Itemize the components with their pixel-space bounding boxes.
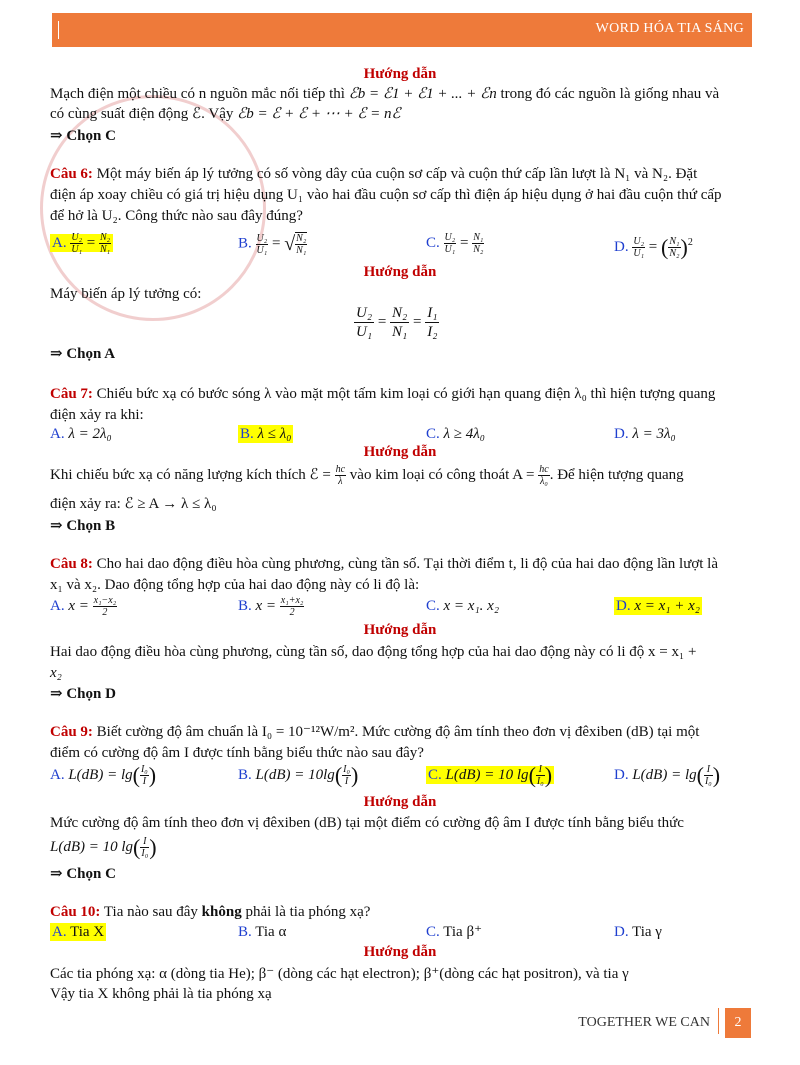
q10-guide-heading: Hướng dẫn — [363, 944, 437, 960]
q10-line-1: Câu 10: Tia nào sau đây không phải là tia phóng xạ? — [50, 904, 371, 920]
q8-guide-heading: Hướng dẫn — [363, 622, 437, 638]
q8-line-2: x₁ và x₂. Dao động tổng hợp của hai dao động này có li độ là: — [50, 577, 420, 593]
header-title: WORD HÓA TIA SÁNG — [595, 21, 744, 36]
q10-option-a[interactable]: A. Tia X — [52, 924, 105, 940]
q10-explain-2: Vậy tia X không phải là tia phóng xạ — [50, 986, 272, 1002]
q6-option-b[interactable]: B. $\frac{\text{U₂}}{\text{U₁}}$ = √ $\frac{\text{N₂}}{\text{N₁}}$ — [238, 232, 307, 256]
q10-option-c[interactable]: C. Tia β⁺ — [426, 924, 483, 940]
q8-option-c[interactable]: C. x = x₁. x₂ — [426, 598, 500, 614]
q7-option-b[interactable]: B. λ ≤ λ₀ — [240, 426, 292, 442]
q8-answer: ⇒ Chọn D — [50, 686, 116, 702]
header-separator — [58, 21, 59, 39]
q8-option-b[interactable]: B. x = $\frac{\text{x₁+x₂}}{2}$ — [238, 595, 304, 619]
q6-option-c[interactable]: C. $\frac{\text{U₂}}{\text{U₁}}$ = $\frac{\text{N₁}}{\text{N₂}}$ — [426, 232, 484, 256]
q6-explain: Máy biến áp lý tưởng có: — [50, 286, 202, 302]
q7-option-c[interactable]: C. λ ≥ 4λ₀ — [426, 426, 485, 442]
footer-separator — [718, 1008, 719, 1034]
q9-option-d[interactable]: D. L(dB) = lg( $\frac{I}{\text{I₀}}$ ) — [614, 762, 721, 788]
q6-formula: $\frac{\text{U₂}}{\text{U₁}}$ = $\frac{\text{N₂}}{\text{N₁}}$ = $\frac{\text{I₁}}{\text{I₂}}$ — [356, 305, 438, 340]
q8-option-d[interactable]: D. x = x₁ + x₂ — [616, 598, 700, 614]
q9-line-1: Câu 9: Biết cường độ âm chuẩn là I₀ = 10⁻¹²W/m². Mức cường độ âm tính theo đơn vị đêxiben (dB) tại một — [50, 724, 700, 740]
intro-line-2: có cùng suất điện động ℰ. Vậy ℰb = ℰ + ℰ + ⋯ + ℰ = nℰ — [50, 106, 401, 122]
q6-line-3: để hở là U₂. Công thức nào sau đây đúng? — [50, 208, 303, 224]
q9-option-b[interactable]: B. L(dB) = 10lg( $\frac{\text{I₀}}{I}$ ) — [238, 762, 359, 788]
footer-slogan: TOGETHER WE CAN — [578, 1015, 710, 1030]
q9-guide-heading: Hướng dẫn — [363, 794, 437, 810]
q7-line-1: Câu 7: Chiếu bức xạ có bước sóng λ vào mặt một tấm kim loại có giới hạn quang điện λ₀ thì hiện tượng quang — [50, 386, 716, 402]
q7-option-a[interactable]: A. λ = 2λ₀ — [50, 426, 112, 442]
q9-line-2: điểm có cường độ âm I được tính bằng biểu thức nào sau đây? — [50, 745, 424, 761]
intro-line-1: Mạch điện một chiều có n nguồn mắc nối tiếp thì ℰb = ℰ1 + ℰ1 + ... + ℰn trong đó các nguồn là giống nhau và — [50, 86, 720, 102]
q6-guide-heading: Hướng dẫn — [363, 264, 437, 280]
q6-option-d[interactable]: D. $\frac{\text{U₂}}{\text{U₁}}$ = ( $\frac{\text{N₁}}{\text{N₂}}$ )$^2$ — [614, 234, 693, 260]
q8-explain-2: x₂ — [50, 665, 62, 681]
guide-heading: Hướng dẫn — [363, 66, 437, 82]
q9-option-a[interactable]: A. L(dB) = lg( $\frac{\text{I₀}}{I}$ ) — [50, 762, 157, 788]
page-number: 2 — [725, 1008, 751, 1038]
q9-explain-1: Mức cường độ âm tính theo đơn vị đêxiben (dB) tại một điểm có cường độ âm I được tính bằng biểu thức — [50, 815, 684, 831]
q6-line-2: điện áp xoay chiều có giá trị hiệu dụng U₁ vào hai đầu cuộn sơ cấp thì điện áp hiệu dụng ở hai đầu cuộn thứ cấp — [50, 187, 722, 203]
q10-option-d[interactable]: D. Tia γ — [614, 924, 662, 940]
q9-answer: ⇒ Chọn C — [50, 866, 116, 882]
q10-option-b[interactable]: B. Tia α — [238, 924, 287, 940]
q7-explain-2: điện xảy ra: ℰ ≥ A → λ ≤ λ₀ — [50, 496, 217, 512]
q9-explain-2: L(dB) = 10 lg( $\frac{I}{\text{I₀}}$ ) — [50, 834, 157, 860]
q6-line-1: Câu 6: Một máy biến áp lý tưởng có số vòng dây của cuộn sơ cấp và cuộn thứ cấp lần lượt là N₁ và N₂. Đặt — [50, 166, 698, 182]
q8-explain-1: Hai dao động điều hòa cùng phương, cùng tần số, dao động tổng hợp của hai dao động này có li độ x = x₁ + — [50, 644, 697, 660]
q8-option-a[interactable]: A. x = $\frac{\text{x₁−x₂}}{2}$ — [50, 595, 117, 619]
q6-option-a[interactable]: A. $\frac{\text{U₂}}{\text{U₁}}$ = $\frac{\text{N₂}}{\text{N₁}}$ — [50, 232, 113, 255]
q8-line-1: Câu 8: Cho hai dao động điều hòa cùng phương, cùng tần số. Tại thời điểm t, li độ của hai dao động lần lượt là — [50, 556, 719, 572]
q7-line-2: điện xảy ra khi: — [50, 407, 144, 423]
header-bar — [52, 13, 752, 47]
q9-option-c[interactable]: C. L(dB) = 10 lg( $\frac{I}{\text{I₀}}$ ) — [428, 762, 553, 788]
q7-option-d[interactable]: D. λ = 3λ₀ — [614, 426, 676, 442]
q7-answer: ⇒ Chọn B — [50, 518, 116, 534]
q7-guide-heading: Hướng dẫn — [363, 444, 437, 460]
q6-answer: ⇒ Chọn A — [50, 346, 116, 362]
intro-answer: ⇒ Chọn C — [50, 128, 116, 144]
q7-explain-1: Khi chiếu bức xạ có năng lượng kích thích ℰ = $\frac{hc}{\lambda}$ vào kim loại có công thoát A = $\frac{hc}{\text{λ₀}}$ . Để hiện tượng quang — [50, 464, 684, 487]
q10-explain-1: Các tia phóng xạ: α (dòng tia He); β⁻ (dòng các hạt electron); β⁺(dòng các hạt positron), và tia γ — [50, 966, 629, 982]
